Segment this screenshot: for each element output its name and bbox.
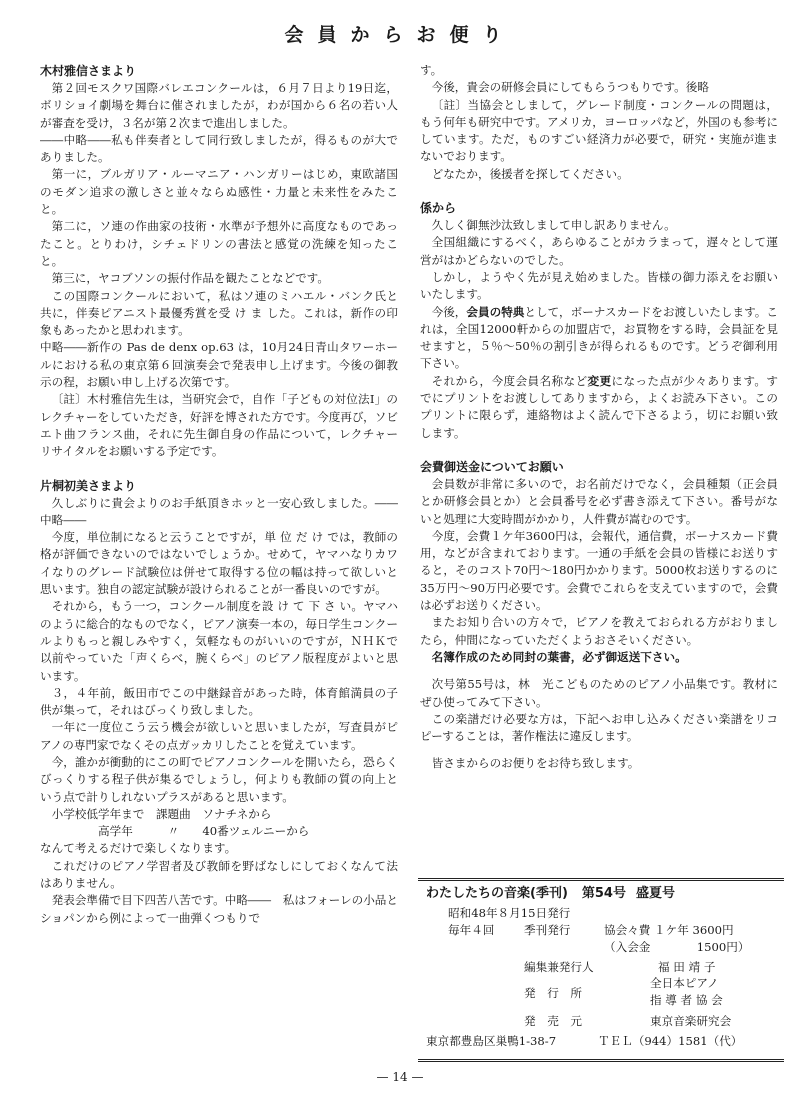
paragraph: どなたか，後援者を探してください。: [431, 166, 629, 181]
paragraph: す。: [420, 63, 443, 77]
paragraph: 小学校低学年まで 課題曲 ソナチネから: [51, 806, 272, 821]
return-postcard-notice: 名簿作成のため同封の葉書，必ず御返送下さい。: [431, 649, 687, 664]
membership-fee: 協会々費 １ケ年 3600円: [604, 923, 734, 937]
paragraph: 久しぶりに貴会よりのお手紙頂きホッと一安心致しました。――中略――: [40, 495, 398, 527]
paragraph: 次号第55号は，林 光こどものためのピアノ小品集です。教材にぜひ使ってみて下さい。: [420, 677, 778, 709]
paragraph: 一年に一度位こう云う機会が欲しいと思いましたが，写査員がピアノの専門家でなくその点ガッカリしたことを覚えています。: [40, 720, 398, 752]
paragraph: [420, 304, 778, 373]
text-run: それから，今度会員名称など: [431, 373, 588, 388]
note-paragraph: 〔註〕木村雅信先生は，当研究会で，自作「子どもの対位法Ⅰ」のレクチャーをしていただき，好評を博された方です。今度再び，ソビエト曲フランス曲，それに先生御自身の作品について，レクチャーリサイタルをお願いする予定です。: [40, 392, 398, 459]
paragraph: [420, 373, 778, 442]
paragraph: 中略――新作の Pas de denx op.63 は，10月24日青山タワーホールにおける私の東京第６回演奏会で発表申し上げます。今後の御教示の程，お願い申し上げる次第です。: [40, 340, 398, 390]
paragraph: 今，誰かが衝動的にこの町でピアノコンクールを開いたら，恐らくびっくりする程子供が集るでしょうし，何よりも教師の質の向上という点で計りしれないプラスがあると思います。: [40, 754, 398, 804]
entry-fee: （入会金 1500円）: [604, 940, 750, 954]
paragraph: 第三に，ヤコブソンの振付作品を観たことなどです。: [51, 271, 329, 286]
text-run: として，ボーナスカードをお渡しいたします。これは，全国12000軒からの加盟店で，お買物をする時，会員証を見せますと，５％～50％の割引きが得られるものです。どうぞ御利用下さい。: [420, 304, 778, 371]
paragraph: またお知り合いの方々で，ピアノを教えておられる方がおりましたら，仲間になっていただくようおさそいください。: [420, 615, 778, 647]
member-benefit-emphasis: 会員の特典: [466, 304, 525, 319]
paragraph: 第二に，ソ連の作曲家の技術・水準が予想外に高度なものであったこと。とりわけ，シチェドリンの書法と感覚の洗練を知ったこと。: [40, 219, 398, 268]
editor-label: 編集兼発行人: [524, 960, 594, 974]
publish-date: 昭和48年８月15日発行: [448, 906, 571, 920]
section-heading-kimura: 木村雅信さまより: [40, 64, 137, 78]
seller-label: 発 売 元: [524, 1014, 582, 1028]
paragraph: 全国組織にするべく，あらゆることがカラまって，遅々として運営がはかどらないのでした。: [420, 235, 778, 267]
paragraph: この国際コンクールにおいて，私はソ連のミハエル・バンク氏と共に，伴奏ピアニスト最優秀賞を受 け ま した。これは，新作の印象もあったかと思われます。: [40, 288, 398, 338]
paragraph: 第一に，ブルガリア・ルーマニア・ハンガリーはじめ，東欧諸国のモダン追求の激しさと並々ならぬ感性・力量と未来性をみたこと。: [40, 167, 398, 217]
publish-frequency: 毎年４回: [448, 923, 495, 937]
paragraph: 今度，会費１ケ年3600円は，会報代，通信費，ボーナスカード費用，などが含まれております。一通の手紙を会員の皆様にお送りすると，そのコスト70円～180円かかります。5000枚お送りするのに35万円～90万円必要です。会費でこれらを支えていますので，会費は必ずお送りください。: [420, 528, 778, 613]
section-heading-kakari: 係から: [420, 201, 457, 216]
publisher-label: 発 行 所: [524, 986, 582, 1000]
right-column: [420, 62, 778, 773]
left-column: [40, 62, 398, 927]
closing-paragraph: 皆さまからのお便りをお待ち致します。: [431, 756, 640, 771]
issue-season: 盛夏号: [635, 886, 675, 901]
colophon-box: [418, 878, 784, 1062]
address: 東京都豊島区巣鴨1-38-7: [426, 1034, 557, 1048]
note-paragraph: 〔註〕当協会としまして，グレード制度・コンクールの問題は，もう何年も研究中です。アメリカ，ヨーロッパなど，外国のも参考にしています。ただ，ものすごい経済力が必要で，研究・実施が進まないでおります。: [420, 97, 778, 164]
text-run: になった点が少々あります。すでにプリントをお渡ししてありますから，よくお読み下さい。このプリントに限らず，連絡物はよく読んで下さるよう，切にお願い致します。: [420, 373, 778, 440]
issue-number: 第54号: [581, 886, 626, 901]
editor-name: 福 田 靖 子: [658, 960, 716, 974]
paragraph: ３，４年前，飯田市でこの中継録音があった時，体育館満員の子供が集って，それはびっくり致しました。: [40, 685, 398, 718]
section-heading-katagiri: 片桐初美さまより: [40, 478, 137, 493]
magazine-title: わたしたちの音楽(季刊): [426, 886, 568, 901]
change-emphasis: 変更: [587, 373, 612, 388]
paragraph: それから，もう一つ，コンクール制度を設 け て 下 さ い。ヤマハのように総合的なものでなく，ピアノ演奏一本の，毎日学生コンクールよりもっと親しみやすく，気軽なものがいいのですが，ＮＨＫで以前やっていた「声くらべ，腕くらべ」のピアノ版程度がよいと思います。: [40, 599, 398, 683]
publisher-name-line1: 全日本ピアノ: [650, 976, 719, 990]
seller-name: 東京音楽研究会: [650, 1014, 732, 1028]
colophon-title: [426, 885, 675, 902]
paragraph: 今度，単位制になると云うことですが，単 位 だ け では，教師の格が評価できないのではないでしょうか。せめて，ヤマハなりカワイなりのグレード試験位は併せて取得する位の幅は持って欲しいと思います。独自の認定試験が設けられることが一番良いのですが。: [40, 530, 398, 597]
paragraph: 久しく御無沙汰致しまして申し訳ありません。: [431, 218, 676, 233]
page-title: 会員からお便り: [284, 24, 516, 46]
paragraph: 今後，貴会の研修会員にしてもらうつもりです。後略: [431, 80, 709, 95]
paragraph: ――中略――私も伴奏者として同行致しましたが，得るものが大でありました。: [40, 132, 398, 165]
paragraph: 高学年 〃 40番ツェルニーから: [98, 824, 310, 839]
paragraph: 第２回モスクワ国際バレエコンクールは，６月７日より19日迄，ボリショイ劇場を舞台に催されましたが，わが国から６名の若い人が審査を受け，３名が第２次まで進出しました。: [40, 81, 398, 130]
publisher-name-line2: 指 導 者 協 会: [650, 993, 723, 1007]
paragraph: なんて考えるだけで楽しくなります。: [40, 841, 237, 856]
paragraph: この楽譜だけ必要な方は，下記へお申し込みください楽譜をリコピーすることは，著作権法に違反します。: [420, 711, 778, 744]
telephone: ＴＥＬ（944）1581（代）: [598, 1034, 743, 1048]
text-run: 今後，: [431, 304, 467, 319]
paragraph: しかし，ようやく先が見え始めました。皆様の御力添えをお願いいたします。: [420, 269, 778, 302]
section-heading-dues: 会費御送金についてお願い: [420, 459, 564, 474]
paragraph: これだけのピアノ学習者及び教師を野ばなしにしておくなんて法はありません。: [40, 858, 398, 891]
paragraph: 会員数が非常に多いので，お名前だけでなく，会員種類（正会員とか研修会員とか）と会員番号を必ず書き添えて下さい。番号がないと処理に大変時間がかかり，人件費が嵩むのです。: [420, 476, 778, 526]
page-number: — 14 —: [376, 1070, 424, 1084]
paragraph: 発表会準備で目下四苦八苦です。中略―― 私はフォーレの小品とショパンから例によって一曲弾くつもりで: [40, 893, 398, 925]
frequency-label: 季刊発行: [524, 923, 571, 937]
